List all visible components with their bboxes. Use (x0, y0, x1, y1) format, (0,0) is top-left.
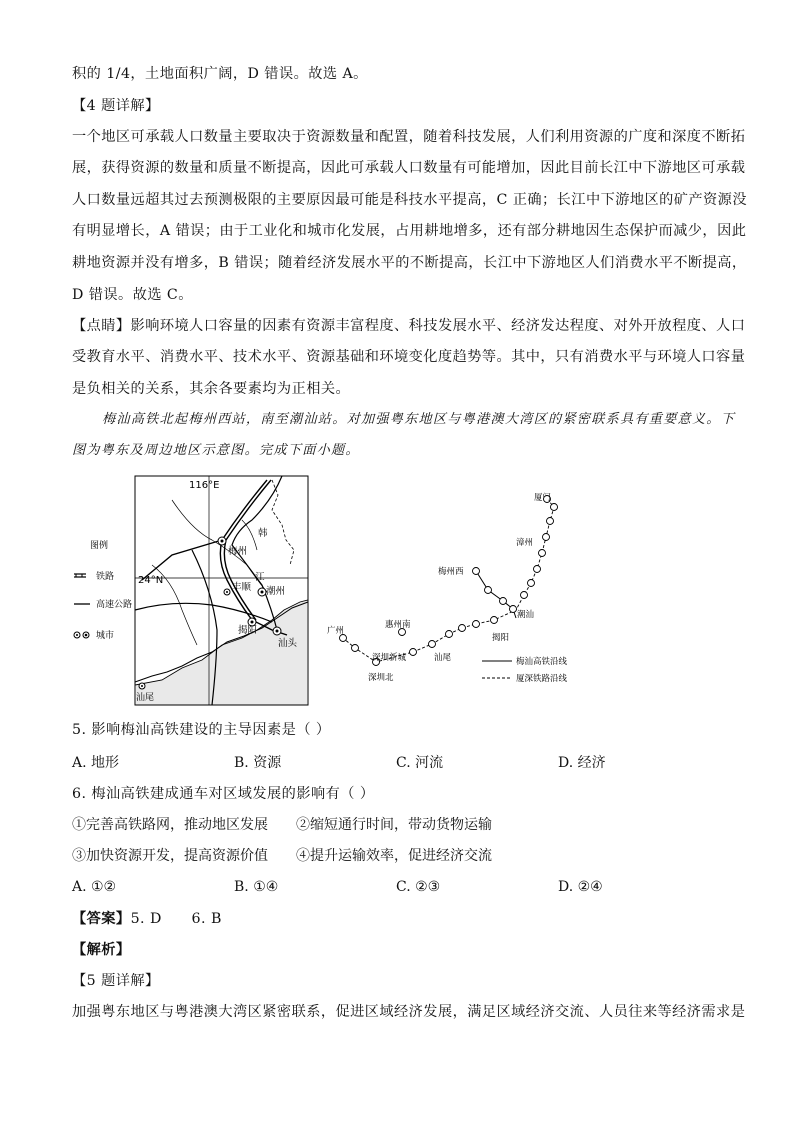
q6-statement-3: ③加快资源开发，提高资源价值 (72, 848, 268, 864)
section-heading: 【4 题详解】 (72, 98, 160, 114)
legend-city-label: 城市 (96, 631, 115, 641)
station-marker (500, 598, 507, 605)
river-label-han: 韩 (258, 528, 268, 539)
station-marker (473, 621, 480, 628)
text-line: 【点睛】影响环境人口容量的因素有资源丰富程度、科技发展水平、经济发达程度、对外开放程度、人口 (72, 318, 746, 334)
city-label-shantou: 汕头 (278, 638, 298, 649)
city-label-fengshun: 丰顺 (232, 582, 252, 593)
river-label-jiang: 江 (255, 572, 265, 583)
analysis-heading: 【解析】 (72, 942, 131, 958)
station-marker (547, 518, 554, 525)
q6-option-a: A. ①② (72, 879, 117, 895)
station-marker (473, 568, 480, 575)
station-marker (459, 625, 466, 632)
station-marker (539, 550, 546, 557)
detail-5-heading: 【5 题详解】 (72, 973, 160, 989)
station-marker (534, 566, 541, 573)
q6-statement-1: ①完善高铁路网，推动地区发展 (72, 817, 268, 833)
station-label-chaoshan: 潮汕 (517, 610, 535, 620)
answer-label: 【答案】 (72, 911, 131, 927)
station-label-shenzhenxincheng: 深圳新城 (372, 653, 407, 663)
city-marker (139, 683, 145, 689)
text-line: 一个地区可承载人口数量主要取决于资源数量和配置，随着科技发展，人们利用资源的广度和深度不断拓 (72, 129, 746, 145)
station-label-jieyang: 揭阳 (492, 633, 510, 643)
station-label-shanwei: 汕尾 (434, 653, 452, 663)
text-line: 受教育水平、消费水平、技术水平、资源基础和环境变化度趋势等。其中，只有消费水平与环境人口容量 (72, 349, 746, 365)
region-map-figure (72, 470, 612, 715)
answer-line (72, 909, 222, 929)
city-label-jieyang: 揭阳 (238, 625, 258, 636)
question-5-stem: 5. 影响梅汕高铁建设的主导因素是（ ） (72, 722, 331, 738)
text-line: 展，获得资源的数量和质量不断提高，因此可承载人口数量有可能增加，因此目前长江中下游地区可承载 (72, 160, 746, 176)
city-marker (218, 537, 226, 545)
route-legend-dashed: 厦深铁路沿线 (516, 674, 568, 684)
station-label-xiamen: 厦门 (534, 493, 552, 503)
q6-statement-4: ④提升运输效率，促进经济交流 (296, 848, 492, 864)
passage-line: 梅汕高铁北起梅州西站，南至潮汕站。对加强粤东地区与粤港澳大湾区的紧密联系具有重要意义。下 (102, 412, 736, 427)
station-marker (410, 649, 417, 656)
route-legend-solid: 梅汕高铁沿线 (516, 657, 568, 667)
answer-text: 5. D 6. B (130, 911, 222, 927)
latitude-label: 24°N (138, 575, 164, 586)
text-line: 人口数量远超其过去预测极限的主要原因最可能是科技水平提高，C 正确；长江中下游地区的矿产资源没 (72, 192, 747, 208)
text-line: 积的 1/4，土地面积广阔，D 错误。故选 A。 (72, 66, 368, 82)
passage-line: 图为粤东及周边地区示意图。完成下面小题。 (72, 443, 360, 458)
station-marker (429, 641, 436, 648)
text-line: D 错误。故选 C。 (72, 287, 193, 303)
station-marker (543, 534, 550, 541)
q6-statement-2: ②缩短通行时间，带动货物运输 (296, 817, 492, 833)
q5-option-c: C. 河流 (396, 755, 444, 771)
city-marker (258, 588, 266, 596)
q6-option-b: B. ①④ (234, 879, 279, 895)
text-line: 加强粤东地区与粤港澳大湾区紧密联系，促进区域经济发展，满足区域经济交流、人员往来等经济需求是 (72, 1004, 746, 1020)
legend-highway-label: 高速公路 (96, 600, 133, 610)
longitude-label: 116°E (189, 480, 220, 491)
station-marker (446, 631, 453, 638)
station-label-meizhouxi: 梅州西 (438, 567, 464, 577)
q6-option-c: C. ②③ (396, 879, 441, 895)
city-label-meizhou: 梅州 (228, 546, 248, 557)
station-marker (352, 645, 359, 652)
question-6-stem: 6. 梅汕高铁建成通车对区域发展的影响有（ ） (72, 786, 375, 802)
city-marker (224, 589, 230, 595)
station-label-shenzhenbei: 深圳北 (368, 673, 394, 683)
station-label-guangzhou: 广州 (327, 626, 345, 636)
station-marker (491, 617, 498, 624)
q6-option-d: D. ②④ (558, 879, 603, 895)
station-marker (551, 504, 558, 511)
q5-option-a: A. 地形 (72, 755, 120, 771)
q5-option-d: D. 经济 (558, 755, 606, 771)
station-label-huizhounan: 惠州南 (385, 620, 411, 630)
q5-option-b: B. 资源 (234, 755, 282, 771)
city-label-shanwei: 汕尾 (136, 693, 155, 703)
city-marker (273, 627, 281, 635)
text-line: 耕地资源并没有增多，B 错误；随着经济发展水平的不断提高，长江中下游地区人们消费水平不断提高， (72, 255, 747, 271)
station-marker (510, 606, 517, 613)
legend-rail-label: 铁路 (96, 572, 115, 582)
station-marker (485, 587, 492, 594)
legend-title: 图例 (90, 541, 109, 551)
station-marker (521, 592, 528, 599)
station-marker (528, 580, 535, 587)
station-label-zhangzhou: 漳州 (516, 538, 534, 548)
text-line: 是负相关的关系，其余各要素均为正相关。 (72, 381, 351, 397)
city-label-chaozhou: 潮州 (266, 586, 286, 597)
text-line: 有明显增长，A 错误；由于工业化和城市化发展，占用耕地增多，还有部分耕地因生态保护而减少，因此 (72, 223, 747, 239)
